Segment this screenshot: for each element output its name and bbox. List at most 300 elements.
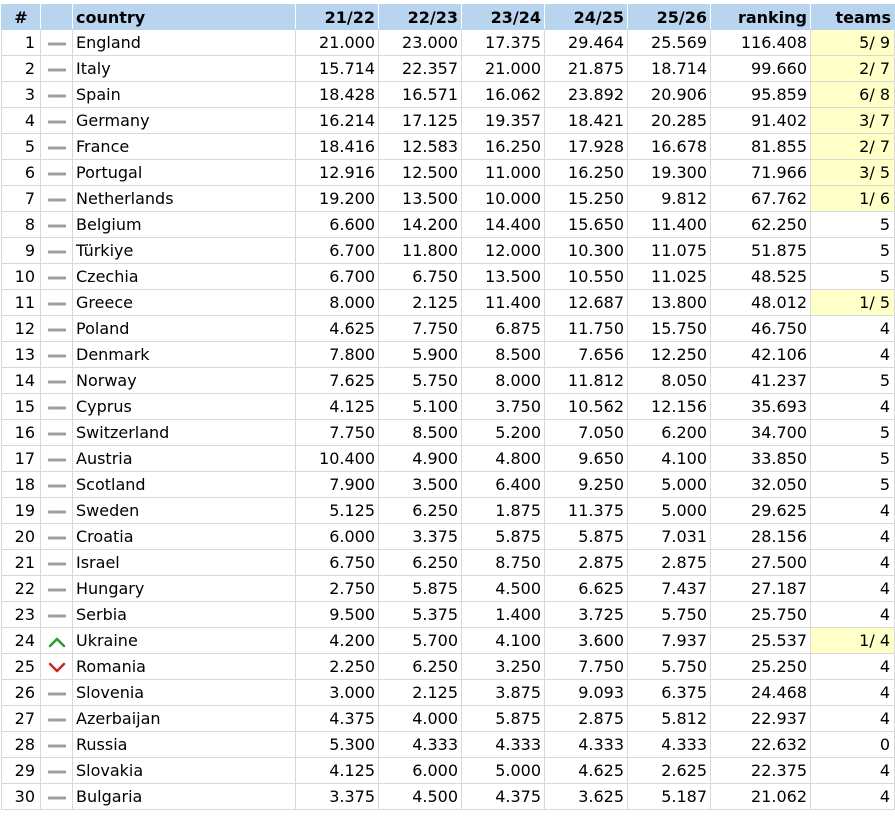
rank-cell: 14 xyxy=(2,368,41,394)
season-2425-cell: 3.625 xyxy=(545,784,628,810)
season-2324-cell: 4.100 xyxy=(462,628,545,654)
column-header-rank[interactable]: # xyxy=(2,5,41,30)
season-2526-cell: 25.569 xyxy=(628,30,711,56)
season-2324-cell: 1.400 xyxy=(462,602,545,628)
ranking-cell: 41.237 xyxy=(711,368,811,394)
table-row xyxy=(2,758,895,784)
rank-cell: 30 xyxy=(2,784,41,810)
season-2223-cell: 6.250 xyxy=(379,498,462,524)
trend-unchanged-icon xyxy=(48,610,66,622)
country-cell: Belgium xyxy=(73,212,296,238)
season-2223-cell: 4.500 xyxy=(379,784,462,810)
teams-cell: 6/ 8 xyxy=(811,82,895,108)
season-2324-cell: 3.250 xyxy=(462,654,545,680)
season-2223-cell: 23.000 xyxy=(379,30,462,56)
season-2324-cell: 4.800 xyxy=(462,446,545,472)
season-2526-cell: 11.025 xyxy=(628,264,711,290)
trend-cell xyxy=(41,784,73,810)
table-row xyxy=(2,446,895,472)
season-2223-cell: 12.583 xyxy=(379,134,462,160)
trend-unchanged-icon xyxy=(48,38,66,50)
season-2425-cell: 18.421 xyxy=(545,108,628,134)
trend-cell xyxy=(41,706,73,732)
season-2223-cell: 5.900 xyxy=(379,342,462,368)
teams-cell: 3/ 5 xyxy=(811,160,895,186)
teams-cell: 5 xyxy=(811,264,895,290)
teams-cell: 4 xyxy=(811,576,895,602)
column-header-season-2324[interactable]: 23/24 xyxy=(462,5,545,30)
trend-cell xyxy=(41,472,73,498)
rank-cell: 21 xyxy=(2,550,41,576)
country-cell: Slovakia xyxy=(73,758,296,784)
season-2223-cell: 4.900 xyxy=(379,446,462,472)
trend-cell xyxy=(41,420,73,446)
country-cell: Scotland xyxy=(73,472,296,498)
table-body xyxy=(2,30,895,810)
season-2223-cell: 3.500 xyxy=(379,472,462,498)
season-2122-cell: 16.214 xyxy=(296,108,379,134)
season-2122-cell: 21.000 xyxy=(296,30,379,56)
season-2526-cell: 12.156 xyxy=(628,394,711,420)
ranking-cell: 51.875 xyxy=(711,238,811,264)
rank-cell: 17 xyxy=(2,446,41,472)
ranking-cell: 32.050 xyxy=(711,472,811,498)
season-2324-cell: 11.000 xyxy=(462,160,545,186)
country-cell: Portugal xyxy=(73,160,296,186)
table-row xyxy=(2,550,895,576)
trend-cell xyxy=(41,498,73,524)
teams-cell: 4 xyxy=(811,706,895,732)
season-2223-cell: 6.250 xyxy=(379,550,462,576)
teams-cell: 1/ 4 xyxy=(811,628,895,654)
ranking-cell: 95.859 xyxy=(711,82,811,108)
rank-cell: 25 xyxy=(2,654,41,680)
rank-cell: 23 xyxy=(2,602,41,628)
season-2425-cell: 15.250 xyxy=(545,186,628,212)
teams-cell: 4 xyxy=(811,784,895,810)
season-2324-cell: 5.200 xyxy=(462,420,545,446)
season-2122-cell: 6.700 xyxy=(296,238,379,264)
season-2324-cell: 16.062 xyxy=(462,82,545,108)
teams-cell: 4 xyxy=(811,342,895,368)
season-2122-cell: 7.800 xyxy=(296,342,379,368)
trend-unchanged-icon xyxy=(48,402,66,414)
country-cell: Ukraine xyxy=(73,628,296,654)
rank-cell: 8 xyxy=(2,212,41,238)
season-2324-cell: 19.357 xyxy=(462,108,545,134)
table-row xyxy=(2,316,895,342)
country-cell: Croatia xyxy=(73,524,296,550)
trend-cell xyxy=(41,342,73,368)
season-2526-cell: 16.678 xyxy=(628,134,711,160)
season-2122-cell: 5.125 xyxy=(296,498,379,524)
trend-unchanged-icon xyxy=(48,532,66,544)
season-2425-cell: 11.812 xyxy=(545,368,628,394)
season-2526-cell: 11.075 xyxy=(628,238,711,264)
season-2122-cell: 4.200 xyxy=(296,628,379,654)
season-2425-cell: 29.464 xyxy=(545,30,628,56)
season-2122-cell: 7.900 xyxy=(296,472,379,498)
season-2223-cell: 12.500 xyxy=(379,160,462,186)
season-2526-cell: 2.875 xyxy=(628,550,711,576)
trend-unchanged-icon xyxy=(48,740,66,752)
season-2122-cell: 9.500 xyxy=(296,602,379,628)
ranking-cell: 25.250 xyxy=(711,654,811,680)
country-cell: Cyprus xyxy=(73,394,296,420)
season-2425-cell: 9.250 xyxy=(545,472,628,498)
rank-cell: 22 xyxy=(2,576,41,602)
season-2425-cell: 5.875 xyxy=(545,524,628,550)
season-2425-cell: 7.750 xyxy=(545,654,628,680)
season-2122-cell: 7.625 xyxy=(296,368,379,394)
season-2425-cell: 7.050 xyxy=(545,420,628,446)
rank-cell: 24 xyxy=(2,628,41,654)
trend-cell xyxy=(41,524,73,550)
teams-cell: 4 xyxy=(811,498,895,524)
rank-cell: 26 xyxy=(2,680,41,706)
season-2324-cell: 13.500 xyxy=(462,264,545,290)
season-2425-cell: 9.093 xyxy=(545,680,628,706)
ranking-cell: 35.693 xyxy=(711,394,811,420)
rank-cell: 16 xyxy=(2,420,41,446)
trend-unchanged-icon xyxy=(48,194,66,206)
season-2526-cell: 4.100 xyxy=(628,446,711,472)
season-2223-cell: 5.700 xyxy=(379,628,462,654)
country-cell: Germany xyxy=(73,108,296,134)
table-header xyxy=(2,5,895,30)
trend-cell xyxy=(41,758,73,784)
country-cell: Denmark xyxy=(73,342,296,368)
season-2122-cell: 7.750 xyxy=(296,420,379,446)
teams-cell: 5 xyxy=(811,238,895,264)
trend-cell xyxy=(41,238,73,264)
season-2122-cell: 8.000 xyxy=(296,290,379,316)
rank-cell: 27 xyxy=(2,706,41,732)
season-2223-cell: 11.800 xyxy=(379,238,462,264)
trend-unchanged-icon xyxy=(48,714,66,726)
trend-cell xyxy=(41,446,73,472)
trend-cell xyxy=(41,394,73,420)
ranking-cell: 25.537 xyxy=(711,628,811,654)
season-2526-cell: 6.375 xyxy=(628,680,711,706)
season-2223-cell: 6.750 xyxy=(379,264,462,290)
season-2526-cell: 5.750 xyxy=(628,654,711,680)
season-2324-cell: 6.400 xyxy=(462,472,545,498)
season-2425-cell: 16.250 xyxy=(545,160,628,186)
country-cell: Hungary xyxy=(73,576,296,602)
country-cell: Romania xyxy=(73,654,296,680)
season-2122-cell: 4.125 xyxy=(296,758,379,784)
country-cell: Azerbaijan xyxy=(73,706,296,732)
trend-unchanged-icon xyxy=(48,168,66,180)
teams-cell: 4 xyxy=(811,394,895,420)
table-row xyxy=(2,602,895,628)
season-2526-cell: 5.000 xyxy=(628,472,711,498)
trend-unchanged-icon xyxy=(48,376,66,388)
table-row xyxy=(2,680,895,706)
season-2122-cell: 19.200 xyxy=(296,186,379,212)
season-2324-cell: 5.875 xyxy=(462,524,545,550)
rank-cell: 5 xyxy=(2,134,41,160)
trend-down-icon xyxy=(48,662,66,674)
column-header-country[interactable]: country xyxy=(73,5,296,30)
country-cell: Norway xyxy=(73,368,296,394)
rank-cell: 10 xyxy=(2,264,41,290)
season-2122-cell: 2.250 xyxy=(296,654,379,680)
season-2324-cell: 12.000 xyxy=(462,238,545,264)
rank-cell: 4 xyxy=(2,108,41,134)
rank-cell: 9 xyxy=(2,238,41,264)
season-2425-cell: 2.875 xyxy=(545,550,628,576)
season-2425-cell: 2.875 xyxy=(545,706,628,732)
country-cell: Türkiye xyxy=(73,238,296,264)
season-2324-cell: 8.500 xyxy=(462,342,545,368)
trend-cell xyxy=(41,368,73,394)
trend-cell xyxy=(41,82,73,108)
season-2425-cell: 15.650 xyxy=(545,212,628,238)
trend-cell xyxy=(41,628,73,654)
season-2526-cell: 5.000 xyxy=(628,498,711,524)
teams-cell: 5/ 9 xyxy=(811,30,895,56)
table-row xyxy=(2,186,895,212)
season-2122-cell: 6.750 xyxy=(296,550,379,576)
trend-cell xyxy=(41,732,73,758)
season-2526-cell: 20.285 xyxy=(628,108,711,134)
column-header-season-2223[interactable]: 22/23 xyxy=(379,5,462,30)
season-2223-cell: 6.250 xyxy=(379,654,462,680)
trend-cell xyxy=(41,30,73,56)
season-2223-cell: 5.875 xyxy=(379,576,462,602)
ranking-cell: 34.700 xyxy=(711,420,811,446)
season-2122-cell: 18.428 xyxy=(296,82,379,108)
teams-cell: 3/ 7 xyxy=(811,108,895,134)
season-2425-cell: 21.875 xyxy=(545,56,628,82)
column-header-season-2425[interactable]: 24/25 xyxy=(545,5,628,30)
table-row xyxy=(2,420,895,446)
trend-unchanged-icon xyxy=(48,324,66,336)
ranking-cell: 25.750 xyxy=(711,602,811,628)
ranking-cell: 28.156 xyxy=(711,524,811,550)
rank-cell: 6 xyxy=(2,160,41,186)
season-2324-cell: 16.250 xyxy=(462,134,545,160)
season-2223-cell: 2.125 xyxy=(379,680,462,706)
season-2526-cell: 5.812 xyxy=(628,706,711,732)
season-2223-cell: 22.357 xyxy=(379,56,462,82)
column-header-season-2526[interactable]: 25/26 xyxy=(628,5,711,30)
table-row xyxy=(2,264,895,290)
season-2324-cell: 4.333 xyxy=(462,732,545,758)
season-2526-cell: 5.187 xyxy=(628,784,711,810)
season-2324-cell: 1.875 xyxy=(462,498,545,524)
season-2425-cell: 6.625 xyxy=(545,576,628,602)
season-2324-cell: 17.375 xyxy=(462,30,545,56)
teams-cell: 5 xyxy=(811,472,895,498)
teams-cell: 4 xyxy=(811,680,895,706)
teams-cell: 5 xyxy=(811,212,895,238)
ranking-cell: 48.012 xyxy=(711,290,811,316)
season-2526-cell: 7.437 xyxy=(628,576,711,602)
country-cell: Italy xyxy=(73,56,296,82)
trend-unchanged-icon xyxy=(48,220,66,232)
trend-cell xyxy=(41,680,73,706)
season-2526-cell: 2.625 xyxy=(628,758,711,784)
rank-cell: 13 xyxy=(2,342,41,368)
ranking-cell: 22.937 xyxy=(711,706,811,732)
trend-unchanged-icon xyxy=(48,64,66,76)
season-2324-cell: 21.000 xyxy=(462,56,545,82)
season-2526-cell: 18.714 xyxy=(628,56,711,82)
trend-unchanged-icon xyxy=(48,90,66,102)
country-cell: Netherlands xyxy=(73,186,296,212)
trend-cell xyxy=(41,576,73,602)
ranking-cell: 21.062 xyxy=(711,784,811,810)
country-cell: Switzerland xyxy=(73,420,296,446)
rank-cell: 1 xyxy=(2,30,41,56)
trend-unchanged-icon xyxy=(48,454,66,466)
ranking-cell: 99.660 xyxy=(711,56,811,82)
rank-cell: 18 xyxy=(2,472,41,498)
teams-cell: 5 xyxy=(811,368,895,394)
ranking-cell: 24.468 xyxy=(711,680,811,706)
country-cell: Czechia xyxy=(73,264,296,290)
season-2223-cell: 5.750 xyxy=(379,368,462,394)
country-cell: France xyxy=(73,134,296,160)
table-row xyxy=(2,654,895,680)
table-row xyxy=(2,82,895,108)
country-cell: Serbia xyxy=(73,602,296,628)
rank-cell: 2 xyxy=(2,56,41,82)
season-2425-cell: 3.600 xyxy=(545,628,628,654)
country-cell: Poland xyxy=(73,316,296,342)
rank-cell: 15 xyxy=(2,394,41,420)
trend-unchanged-icon xyxy=(48,428,66,440)
season-2122-cell: 3.000 xyxy=(296,680,379,706)
trend-cell xyxy=(41,290,73,316)
table-row xyxy=(2,108,895,134)
trend-unchanged-icon xyxy=(48,558,66,570)
teams-cell: 4 xyxy=(811,550,895,576)
season-2324-cell: 5.000 xyxy=(462,758,545,784)
season-2324-cell: 4.375 xyxy=(462,784,545,810)
trend-unchanged-icon xyxy=(48,298,66,310)
season-2122-cell: 3.375 xyxy=(296,784,379,810)
table-row xyxy=(2,342,895,368)
trend-up-icon xyxy=(48,636,66,648)
country-cell: Slovenia xyxy=(73,680,296,706)
season-2425-cell: 9.650 xyxy=(545,446,628,472)
ranking-cell: 27.500 xyxy=(711,550,811,576)
column-header-trend xyxy=(41,5,73,30)
country-cell: Austria xyxy=(73,446,296,472)
ranking-cell: 22.632 xyxy=(711,732,811,758)
trend-cell xyxy=(41,264,73,290)
rank-cell: 19 xyxy=(2,498,41,524)
season-2526-cell: 11.400 xyxy=(628,212,711,238)
season-2526-cell: 4.333 xyxy=(628,732,711,758)
season-2223-cell: 2.125 xyxy=(379,290,462,316)
table-row xyxy=(2,784,895,810)
rank-cell: 11 xyxy=(2,290,41,316)
season-2223-cell: 5.100 xyxy=(379,394,462,420)
table-row xyxy=(2,212,895,238)
table-row xyxy=(2,134,895,160)
season-2223-cell: 17.125 xyxy=(379,108,462,134)
teams-cell: 5 xyxy=(811,446,895,472)
trend-unchanged-icon xyxy=(48,350,66,362)
ranking-cell: 27.187 xyxy=(711,576,811,602)
ranking-cell: 62.250 xyxy=(711,212,811,238)
trend-unchanged-icon xyxy=(48,272,66,284)
season-2324-cell: 5.875 xyxy=(462,706,545,732)
teams-cell: 1/ 5 xyxy=(811,290,895,316)
season-2122-cell: 15.714 xyxy=(296,56,379,82)
teams-cell: 4 xyxy=(811,316,895,342)
season-2223-cell: 8.500 xyxy=(379,420,462,446)
table-row xyxy=(2,576,895,602)
trend-cell xyxy=(41,602,73,628)
season-2526-cell: 8.050 xyxy=(628,368,711,394)
table-row xyxy=(2,732,895,758)
trend-cell xyxy=(41,654,73,680)
trend-cell xyxy=(41,186,73,212)
season-2324-cell: 4.500 xyxy=(462,576,545,602)
season-2324-cell: 3.875 xyxy=(462,680,545,706)
trend-unchanged-icon xyxy=(48,142,66,154)
trend-cell xyxy=(41,550,73,576)
country-cell: Greece xyxy=(73,290,296,316)
country-cell: Bulgaria xyxy=(73,784,296,810)
season-2122-cell: 10.400 xyxy=(296,446,379,472)
rank-cell: 29 xyxy=(2,758,41,784)
trend-unchanged-icon xyxy=(48,792,66,804)
trend-unchanged-icon xyxy=(48,480,66,492)
trend-cell xyxy=(41,56,73,82)
season-2526-cell: 5.750 xyxy=(628,602,711,628)
ranking-cell: 48.525 xyxy=(711,264,811,290)
season-2425-cell: 4.333 xyxy=(545,732,628,758)
season-2526-cell: 12.250 xyxy=(628,342,711,368)
ranking-cell: 116.408 xyxy=(711,30,811,56)
season-2223-cell: 3.375 xyxy=(379,524,462,550)
season-2223-cell: 5.375 xyxy=(379,602,462,628)
trend-unchanged-icon xyxy=(48,584,66,596)
teams-cell: 2/ 7 xyxy=(811,56,895,82)
season-2425-cell: 17.928 xyxy=(545,134,628,160)
season-2425-cell: 10.562 xyxy=(545,394,628,420)
season-2324-cell: 6.875 xyxy=(462,316,545,342)
teams-cell: 2/ 7 xyxy=(811,134,895,160)
country-ranking-table xyxy=(1,4,895,810)
season-2122-cell: 4.375 xyxy=(296,706,379,732)
trend-unchanged-icon xyxy=(48,688,66,700)
season-2122-cell: 18.416 xyxy=(296,134,379,160)
season-2526-cell: 6.200 xyxy=(628,420,711,446)
trend-unchanged-icon xyxy=(48,766,66,778)
table-row xyxy=(2,56,895,82)
trend-unchanged-icon xyxy=(48,246,66,258)
column-header-ranking[interactable]: ranking xyxy=(711,5,811,30)
ranking-cell: 29.625 xyxy=(711,498,811,524)
country-cell: Spain xyxy=(73,82,296,108)
teams-cell: 4 xyxy=(811,758,895,784)
teams-cell: 1/ 6 xyxy=(811,186,895,212)
ranking-cell: 71.966 xyxy=(711,160,811,186)
column-header-teams[interactable]: teams xyxy=(811,5,895,30)
column-header-season-2122[interactable]: 21/22 xyxy=(296,5,379,30)
season-2223-cell: 7.750 xyxy=(379,316,462,342)
rank-cell: 3 xyxy=(2,82,41,108)
season-2324-cell: 8.750 xyxy=(462,550,545,576)
